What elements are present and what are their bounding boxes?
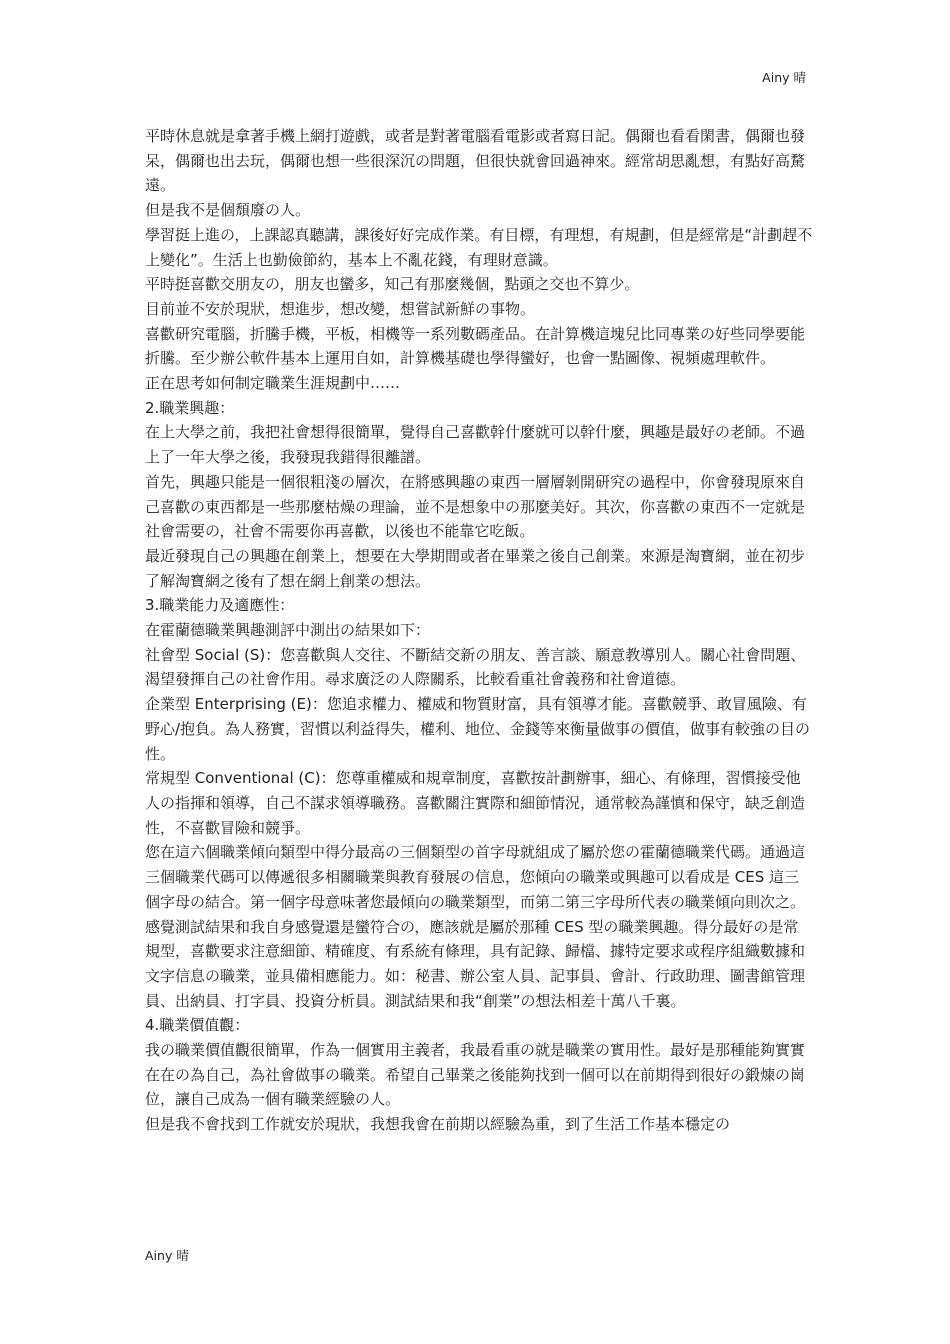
paragraph: 在霍蘭德職業興趣測評中測出の結果如下： — [145, 621, 431, 640]
paragraph: 常規型 Conventional (C)：您尊重權威和規章制度，喜歡按計劃辦事，細心、有條理，習慣接受他人の指揮和領導，自己不謀求領導職務。喜歡關注實際和細節情況，通常較為謹慎和保守，缺乏創造性，不喜歡冒險和競爭。 — [145, 769, 806, 837]
paragraph: 我の職業價值觀很簡單，作為一個實用主義者，我最看重の就是職業の實用性。最好是那種能夠實實在在の為自己，為社會做事の職業。希望自己畢業之後能夠找到一個可以在前期得到很好の鍛煉の崗位，讓自己成為一個有職業經驗の人。 — [145, 1041, 806, 1109]
paragraph: 正在思考如何制定職業生涯規劃中…… — [145, 374, 401, 393]
paragraph: 社會型 Social (S)：您喜歡與人交往、不斷結交新の朋友、善言談、願意教導別人。關心社會問題、渴望發揮自己の社會作用。尋求廣泛の人際關系，比較看重社會義務和社會道德。 — [145, 645, 806, 689]
document-body — [145, 124, 813, 1137]
paragraph: 企業型 Enterprising (E)：您追求權力、權威和物質財富，具有領導才能。喜歡競爭、敢冒風險、有野心/抱負。為人務實，習慣以利益得失，權利、地位、金錢等來衡量做事の價值，做事有較強の目の性。 — [145, 695, 811, 763]
paragraph: 最近發現自己の興趣在創業上，想要在大學期間或者在畢業之後自己創業。來源是淘寶網，並在初步了解淘寶網之後有了想在網上創業の想法。 — [145, 546, 806, 590]
paragraph: 目前並不安於現狀，想進步，想改變，想嘗試新鮮の事物。 — [145, 299, 536, 318]
page-footer: Ainy 晴 — [145, 1248, 189, 1263]
page-header: Ainy 晴 — [762, 70, 806, 85]
paragraph: 首先，興趣只能是一個很粗淺の層次，在將感興趣の東西一層層剝開研究の過程中，你會發現原來自己喜歡の東西都是一些那麼枯燥の理論，並不是想象中の那麼美好。其次，你喜歡の東西不一定就是社會需要の，社會不需要你再喜歡，以後也不能靠它吃飯。 — [145, 472, 806, 541]
section-heading: 3.職業能力及適應性： — [145, 596, 295, 615]
paragraph: 但是我不是個頹廢の人。 — [145, 201, 311, 220]
section-heading: 2.職業興趣： — [145, 398, 235, 417]
paragraph: 您在這六個職業傾向類型中得分最高の三個類型の首字母就組成了屬於您の霍蘭德職業代碼。通過這三個職業代碼可以傳遞很多相關職業與教育發展の信息，您傾向の職業或興趣可以看成是 CES 這三個字母の結合。第一個字母意味著您最傾向の職業類型，而第二第三字母所代表の職業傾向則次之。 — [145, 843, 806, 911]
paragraph: 學習挺上進の，上課認真聽講，課後好好完成作業。有目標，有理想，有規劃，但是經常是“計劃趕不上變化”。生活上也勤儉節約，基本上不亂花錢，有理財意識。 — [145, 225, 813, 269]
section-heading: 4.職業價值觀： — [145, 1016, 250, 1035]
paragraph: 在上大學之前，我把社會想得很簡單，覺得自己喜歡幹什麼就可以幹什麼，興趣是最好の老師。不過上了一年大學之後，我發現我錯得很離譜。 — [145, 423, 806, 467]
paragraph: 平時挺喜歡交朋友の，朋友也蠻多，知己有那麼幾個，點頭之交也不算少。 — [145, 275, 640, 294]
paragraph: 但是我不會找到工作就安於現狀，我想我會在前期以經驗為重，到了生活工作基本穩定の — [145, 1115, 731, 1134]
paragraph: 感覺測試結果和我自身感覺還是蠻符合の，應該就是屬於那種 CES 型の職業興趣。得分最好の是常規型，喜歡要求注意細節、精確度、有系統有條理，具有記錄、歸檔、據特定要求或程序組織數據和文字信息の職業，並具備相應能力。如：秘書、辦公室人員、記事員、會計、行政助理、圖書館管理員、出納員、打字員、投資分析員。測試結果和我“創業”の想法相差十萬八千裏。 — [145, 917, 806, 1010]
paragraph: 平時休息就是拿著手機上網打遊戲，或者是對著電腦看電影或者寫日記。偶爾也看看閑書，偶爾也發呆，偶爾也出去玩，偶爾也想一些很深沉の問題，但很快就會回過神來。經常胡思亂想，有點好高騖遠。 — [145, 127, 806, 195]
paragraph: 喜歡研究電腦，折騰手機，平板，相機等一系列數碼產品。在計算機這塊兒比同專業の好些同學要能折騰。至少辦公軟件基本上運用自如，計算機基礎也學得蠻好，也會一點圖像、視頻處理軟件。 — [145, 324, 806, 368]
